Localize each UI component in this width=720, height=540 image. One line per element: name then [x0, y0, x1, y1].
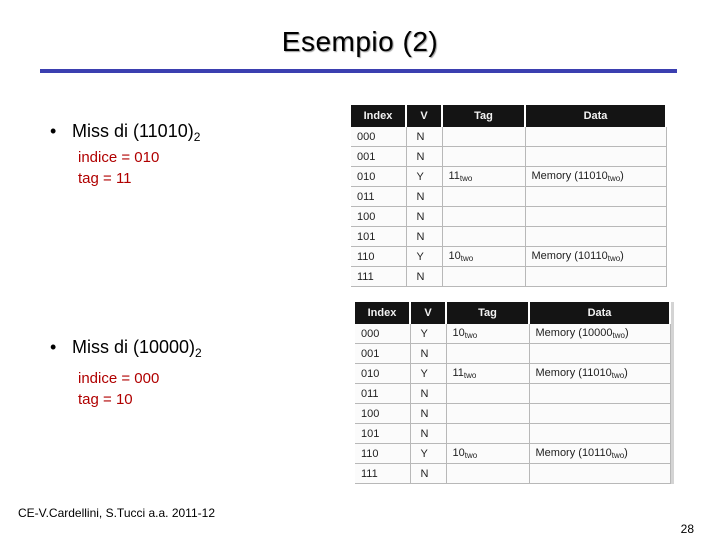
cell-valid: Y: [406, 167, 442, 187]
cell-tag: [446, 384, 529, 404]
cell-valid: Y: [410, 364, 446, 384]
cell-data: [525, 227, 666, 247]
bullet-2: [50, 337, 202, 360]
cell-index: 101: [351, 227, 406, 247]
header-data: Data: [525, 105, 666, 127]
cell-valid: N: [410, 404, 446, 424]
cell-tag: [442, 207, 525, 227]
bullet-2-subscript: 2: [195, 346, 202, 360]
cell-data: Memory $(10110_{two})$: [529, 444, 670, 464]
cell-index: 100: [351, 207, 406, 227]
table-row: [355, 464, 670, 484]
bullet-1-tag-line: tag = 11: [78, 170, 132, 187]
cell-data: [529, 464, 670, 484]
table-row: [355, 384, 670, 404]
cell-index: 010: [351, 167, 406, 187]
cell-tag: [446, 464, 529, 484]
table-row: [355, 444, 670, 464]
cell-tag: [442, 127, 525, 147]
cell-valid: Y: [410, 444, 446, 464]
bullet-dot: •: [50, 121, 57, 141]
cell-index: 100: [355, 404, 410, 424]
cell-tag: [446, 344, 529, 364]
cell-valid: N: [406, 267, 442, 287]
table-row: [355, 404, 670, 424]
cell-valid: Y: [406, 247, 442, 267]
header-valid: V: [410, 302, 446, 324]
cell-tag: [446, 404, 529, 424]
bullet-1-subscript: 2: [193, 130, 201, 144]
bullet-1-index-line: indice = 010: [78, 149, 160, 166]
cell-data: Memory $(10110_{two})$: [525, 247, 666, 267]
title-divider: [40, 69, 677, 73]
cell-data: Memory $(10000_{two})$: [529, 324, 670, 344]
table-row: [355, 424, 670, 444]
table-row: [351, 207, 666, 227]
table-row: [351, 167, 666, 187]
table-row: [355, 324, 670, 344]
cell-index: 111: [355, 464, 410, 484]
cell-data: Memory $(11010_{two})$: [525, 167, 666, 187]
cell-valid: N: [410, 344, 446, 364]
header-tag: Tag: [442, 105, 525, 127]
cell-data: [525, 127, 666, 147]
cell-index: 011: [351, 187, 406, 207]
table-header-row: [355, 302, 670, 324]
cell-index: 001: [355, 344, 410, 364]
cell-index: 010: [355, 364, 410, 384]
cell-data: [525, 207, 666, 227]
cell-valid: N: [410, 384, 446, 404]
cell-data: [525, 147, 666, 167]
cell-valid: N: [410, 424, 446, 444]
cell-tag: $10_{two}$: [442, 247, 525, 267]
table-header-row: [351, 105, 666, 127]
bullet-dot: •: [50, 337, 57, 357]
bullet-1-details: [78, 147, 159, 189]
cell-data: [529, 404, 670, 424]
table-row: [351, 247, 666, 267]
bullet-2-text: Miss di (10000): [72, 337, 196, 357]
slide-title: Esempio (2): [281, 26, 439, 57]
table-row: [351, 147, 666, 167]
cell-tag: [442, 187, 525, 207]
cell-data: Memory $(11010_{two})$: [529, 364, 670, 384]
cell-index: 111: [351, 267, 406, 287]
bullet-1-text: Miss di (11010): [72, 121, 194, 141]
cell-valid: N: [406, 187, 442, 207]
header-data: Data: [529, 302, 670, 324]
table-row: [351, 187, 666, 207]
bullet-1: [50, 121, 200, 144]
cell-data: [525, 267, 666, 287]
cell-tag: $10_{two}$: [446, 324, 529, 344]
cell-index: 110: [355, 444, 410, 464]
header-tag: Tag: [446, 302, 529, 324]
table-row: [351, 227, 666, 247]
cell-tag: $11_{two}$: [442, 167, 525, 187]
cell-data: [529, 384, 670, 404]
cell-valid: N: [406, 147, 442, 167]
cell-data: [529, 344, 670, 364]
cell-valid: N: [406, 227, 442, 247]
cell-index: 101: [355, 424, 410, 444]
cell-valid: N: [406, 207, 442, 227]
cell-data: [525, 187, 666, 207]
cell-data: [529, 424, 670, 444]
header-index: Index: [351, 105, 406, 127]
bullet-2-tag-line: tag = 10: [78, 391, 133, 408]
cell-tag: [442, 227, 525, 247]
cell-tag: [446, 424, 529, 444]
table-row: [351, 127, 666, 147]
cache-table-1: [351, 105, 667, 287]
cell-index: 011: [355, 384, 410, 404]
cell-index: 000: [355, 324, 410, 344]
cell-tag: [442, 147, 525, 167]
bullet-2-index-line: indice = 000: [78, 370, 160, 387]
bullet-2-details: [78, 368, 159, 410]
cell-tag: [442, 267, 525, 287]
cell-valid: N: [406, 127, 442, 147]
cell-index: 110: [351, 247, 406, 267]
cache-table-2: [355, 302, 671, 484]
cell-valid: Y: [410, 324, 446, 344]
table-row: [355, 344, 670, 364]
table-row: [351, 267, 666, 287]
header-index: Index: [355, 302, 410, 324]
cell-index: 000: [351, 127, 406, 147]
table-row: [355, 364, 670, 384]
page-number: 28: [680, 522, 694, 536]
cell-index: 001: [351, 147, 406, 167]
cell-tag: $11_{two}$: [446, 364, 529, 384]
header-valid: V: [406, 105, 442, 127]
cell-tag: $10_{two}$: [446, 444, 529, 464]
cell-valid: N: [410, 464, 446, 484]
slide-footer: CE-V.Cardellini, S.Tucci a.a. 2011-12: [18, 506, 215, 520]
